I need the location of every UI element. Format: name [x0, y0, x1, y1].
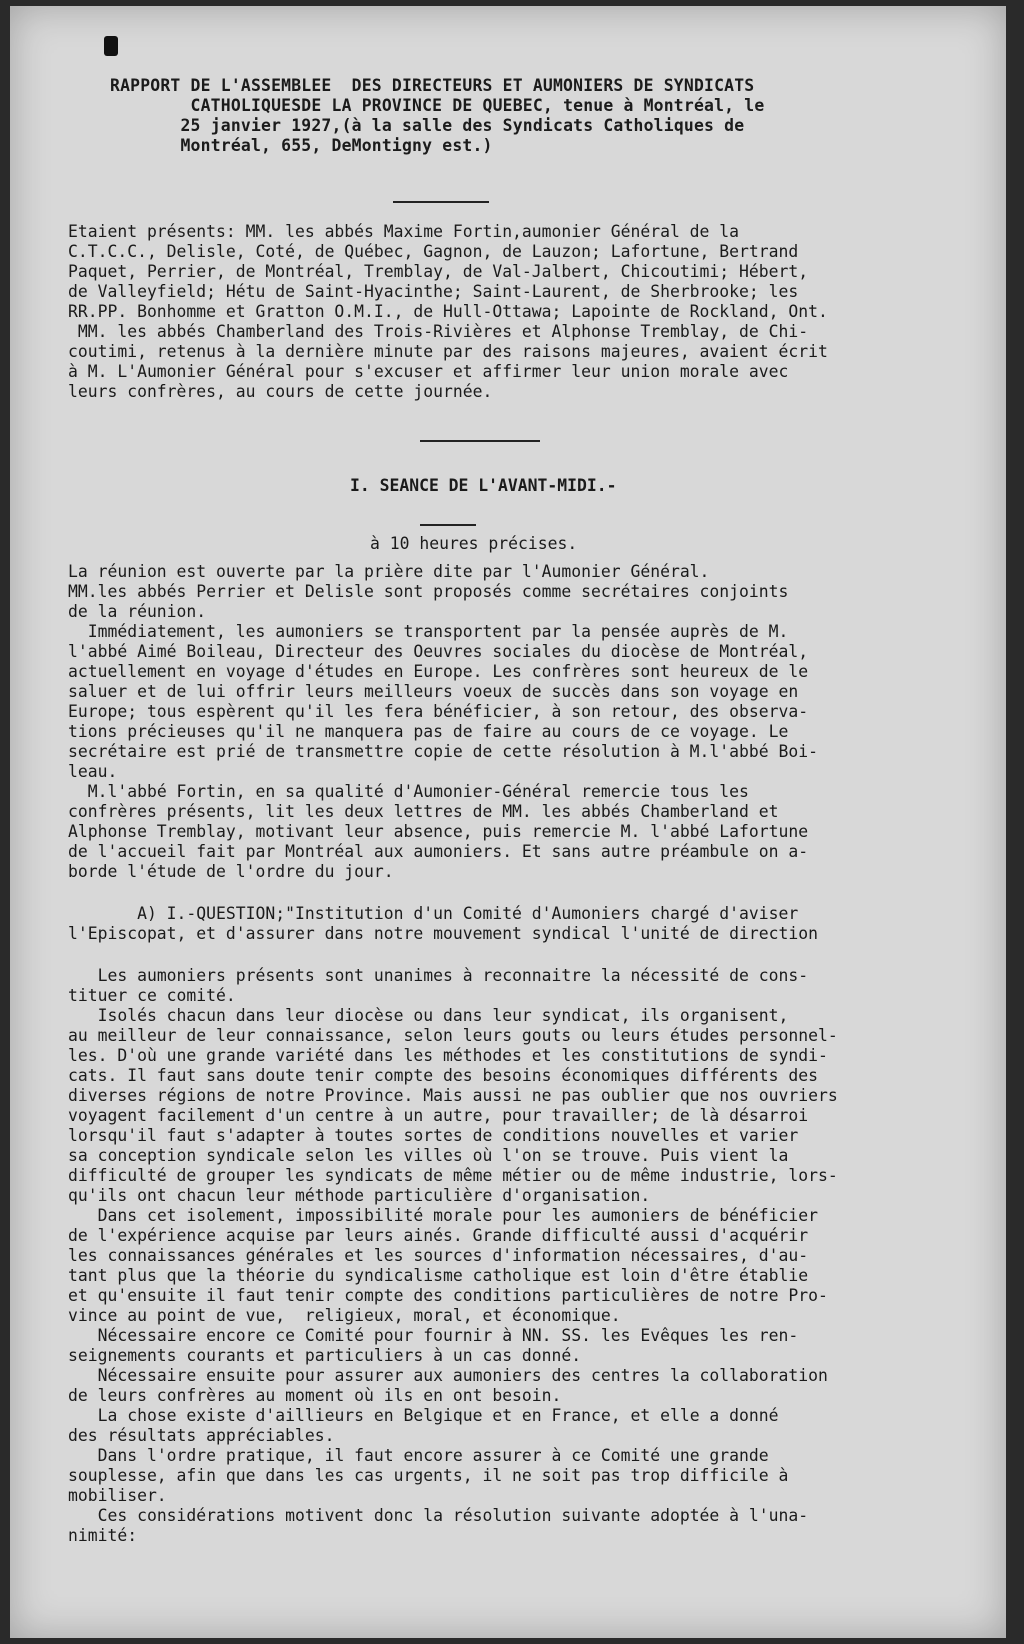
attendees-paragraph: Etaient présents: MM. les abbés Maxime Fortin,aumonier Général de la C.T.C.C., Delisle, Coté, de Québec, Gagnon, de Lauzon; Lafortune, Bertrand Paquet, Perrier, de Montréal, Tremblay, de Val-Jalbert, Chicoutimi; Hébert, de Valleyfield; Hétu de Saint-Hyacinthe; Saint-Laurent, de Sherbrooke; les RR.PP. Bonhomme et Gratton O.M.I., de Hull-Ottawa; Lapointe de Rockland, Ont. MM. les abbés Chamberland des Trois-Rivières et Alphonse Tremblay, de Chi- coutimi, retenus à la dernière minute par des raisons majeures, avaient écrit à M. L'Aumonier Général pour s'excuser et affirmer leur union morale avec leurs confrères, au cours de cette journée. [68, 222, 828, 401]
question-heading: A) I.-QUESTION;"Institution d'un Comité d'Aumoniers chargé d'aviser l'Episcopat, et d'assurer dans notre mouvement syndical l'unité de direction [68, 904, 818, 943]
report-heading: RAPPORT DE L'ASSEMBLEE DES DIRECTEURS ET AUMONIERS DE SYNDICATS CATHOLIQUESDE LA PROVINCE DE QUEBEC, tenue à Montréal, le 25 janvier 1927,(à la salle des Syndicats Catholiques de Montréal, 655, DeMontigny est.) [110, 76, 765, 155]
separator-line [420, 524, 476, 526]
punch-mark [104, 36, 118, 56]
section-title: I. SEANCE DE L'AVANT-MIDI.- [350, 476, 617, 495]
opening-paragraphs: La réunion est ouverte par la prière dite par l'Aumonier Général. MM.les abbés Perrier et Delisle sont proposés comme secrétaires conjoints de la réunion. Immédiatement, les aumoniers se transportent par la pensée auprès de M. l'abbé Aimé Boileau, Directeur des Oeuvres sociales du diocèse de Montréal, actuellement en voyage d'études en Europe. Les confrères sont heureux de le saluer et de lui offrir leurs meilleurs voeux de succès dans son voyage en Europe; tous espèrent qu'il les fera bénéficier, à son retour, des observa- tions précieuses qu'il ne manquera pas de faire au cours de ce voyage. Le secrétaire est prié de transmettre copie de cette résolution à M.l'abbé Boi- leau. M.l'abbé Fortin, en sa qualité d'Aumonier-Général remercie tous les confrères présents, lit les deux lettres de MM. les abbés Chamberland et Alphonse Tremblay, motivant leur absence, puis remercie M. l'abbé Lafortune de l'accueil fait par Montréal aux aumoniers. Et sans autre préambule on a- borde l'étude de l'ordre du jour. [68, 562, 818, 881]
session-time: à 10 heures précises. [370, 534, 578, 553]
separator-line [420, 440, 540, 442]
question-discussion: Les aumoniers présents sont unanimes à reconnaitre la nécessité de cons- tituer ce comité. Isolés chacun dans leur diocèse ou dans leur syndicat, ils organisent, au meilleur de leur connaissance, selon leurs gouts ou leurs études personnel- les. D'où une grande variété dans les méthodes et les constitutions de syndi- cats. Il faut sans doute tenir compte des besoins économiques différents des diverses régions de notre Province. Mais aussi ne pas oublier que nos ouvriers voyagent facilement d'un centre à un autre, pour travailler; de là désarroi lorsqu'il faut s'adapter à toutes sortes de conditions nouvelles et varier sa conception syndicale selon les villes où l'on se trouve. Puis vient la difficulté de grouper les syndicats de même métier ou de même industrie, lors- qu'ils ont chacun leur méthode particulière d'organisation. Dans cet isolement, impossibilité morale pour les aumoniers de bénéficier de l'expérience acquise par leurs ainés. Grande difficulté aussi d'acquérir les connaissances générales et les sources d'information nécessaires, d'au- tant plus que la théorie du syndicalisme catholique est loin d'être établie et qu'ensuite il faut tenir compte des conditions particulières de notre Pro- vince au point de vue, religieux, moral, et économique. Nécessaire encore ce Comité pour fournir à NN. SS. les Evêques les ren- seignements courants et particuliers à un cas donné. Nécessaire ensuite pour assurer aux aumoniers des centres la collaboration de leurs confrères au moment où ils en ont besoin. La chose existe d'aillieurs en Belgique et en France, et elle a donné des résultats appréciables. Dans l'ordre pratique, il faut encore assurer à ce Comité une grande souplesse, afin que dans les cas urgents, il ne soit pas trop difficile à mobiliser. Ces considérations motivent donc la résolution suivante adoptée à l'una- nimité: [68, 966, 838, 1545]
document-page [10, 6, 1006, 1638]
separator-line [393, 201, 489, 203]
